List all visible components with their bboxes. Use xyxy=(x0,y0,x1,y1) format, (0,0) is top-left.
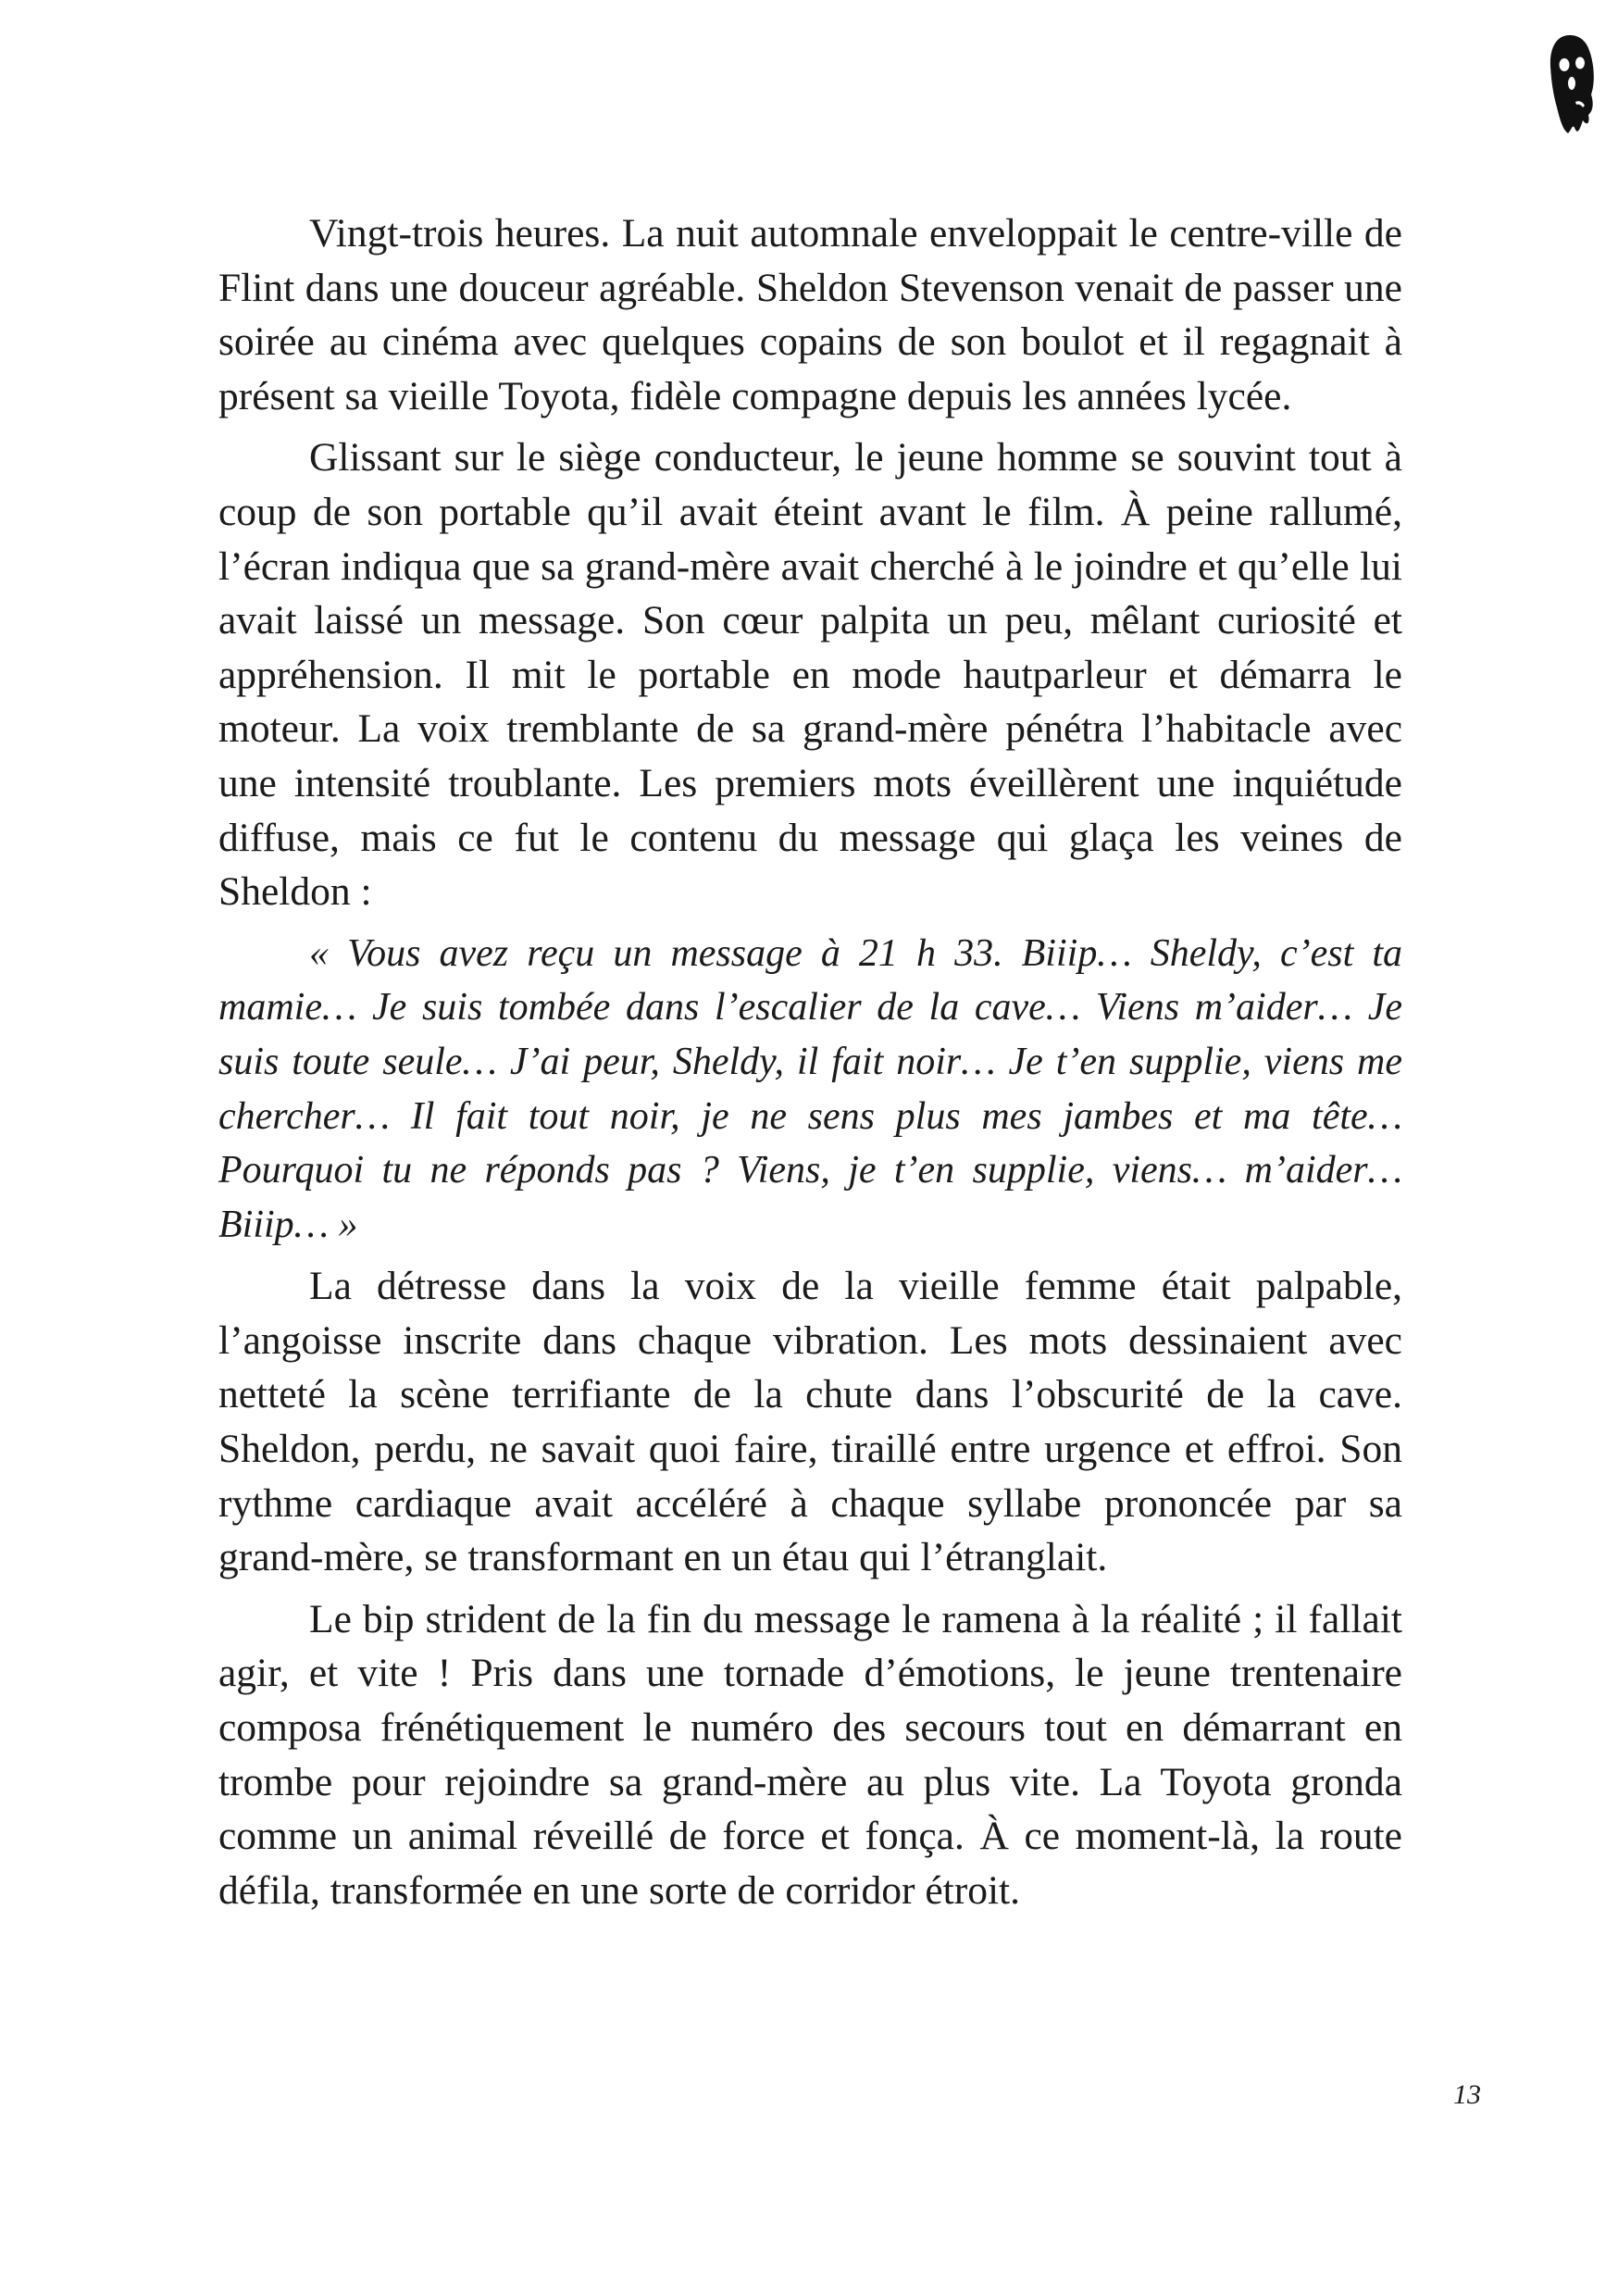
paragraph-4: La détresse dans la voix de la vieille femme était palpable, l’angoisse inscrite dans chaque vibration. Les mots dessinaient avec netteté la scène terrifiante de la chute dans l’obscurité de la cave. Sheldon, perdu, ne savait quoi faire, tiraillé entre urgence et effroi. Son rythme cardiaque avait accéléré à chaque syllabe prononcée par sa grand-mère, se transformant en un étau qui l’étranglait. xyxy=(218,1264,1402,1580)
voicemail-quote: « Vous avez reçu un message à 21 h 33. Biiip… Sheldy, c’est ta mamie… Je suis tombée dans l’escalier de la cave… Viens m’aider… Je suis toute seule… J’ai peur, Sheldy, il fait noir… Je t’en supplie, viens me chercher… Il fait tout noir, je ne sens plus mes jambes et ma tête… Pourquoi tu ne réponds pas ? Viens, je t’en supplie, viens… m’aider… Biiip… » xyxy=(218,931,1402,1246)
paragraph-5: Le bip strident de la fin du message le ramena à la réalité ; il fallait agir, et vite ! Pris dans une tornade d’émotions, le jeune trentenaire composa frénétiquement le numéro des secours tout en démarrant en trombe pour rejoindre sa grand-mère au plus vite. La Toyota gronda comme un animal réveillé de force et fonça. À ce moment-là, la route défila, transformée en une sorte de corridor étroit. xyxy=(218,1596,1402,1913)
paragraph-2: Glissant sur le siège conducteur, le jeune homme se souvint tout à coup de son portable qu’il avait éteint avant le film. À peine rallumé, l’écran indiqua que sa grand-mère avait cherché à le joindre et qu’elle lui avait laissé un message. Son cœur palpita un peu, mêlant curiosité et appréhension. Il mit le portable en mode hautparleur et démarra le moteur. La voix tremblante de sa grand-mère pénétra l’habitacle avec une intensité troublante. Les premiers mots éveillèrent une inquiétude diffuse, mais ce fut le contenu du message qui glaça les veines de Sheldon : xyxy=(218,435,1402,915)
page-number: 13 xyxy=(1453,2079,1481,2110)
body-text xyxy=(218,206,1402,1925)
ghost-icon xyxy=(1548,33,1596,135)
paragraph-1: Vingt-trois heures. La nuit automnale enveloppait le centre-ville de Flint dans une douceur agréable. Sheldon Stevenson venait de passer une soirée au cinéma avec quelques copains de son boulot et il regagnait à présent sa vieille Toyota, fidèle compagne depuis les années lycée. xyxy=(218,211,1402,418)
